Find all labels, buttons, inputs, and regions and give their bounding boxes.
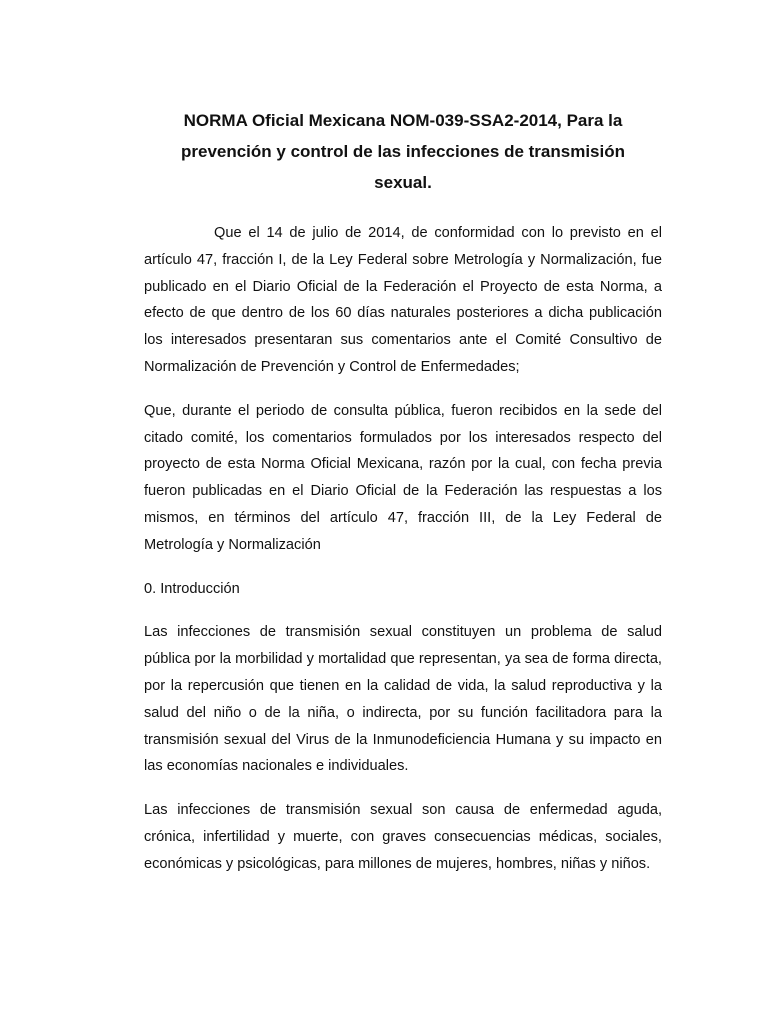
section-heading-introduction: 0. Introducción (144, 580, 240, 597)
paragraph-public-consultation: Que, durante el periodo de consulta pública, fueron recibidos en la sede del citado comité, los comentarios formulados por los interesados respecto del proyecto de esta Norma Oficial Mexicana, razón por la cual, con fecha previa fueron publicadas en el Diario Oficial de la Federación las respuestas a los mismos, en términos del artículo 47, fracción III, de la Ley Federal de Metrología y Normalización (144, 402, 662, 553)
paragraph-introduction-consequences: Las infecciones de transmisión sexual son causa de enfermedad aguda, crónica, infertilidad y muerte, con graves consecuencias médicas, sociales, económicas y psicológicas, para millones de mujeres, hombres, niñas y niños. (144, 802, 662, 872)
document-body (144, 105, 662, 895)
paragraph-publication-notice: Que el 14 de julio de 2014, de conformidad con lo previsto en el artículo 47, fracción I, de la Ley Federal sobre Metrología y Normalización, fue publicado en el Diario Oficial de la Federación el Proyecto de esta Norma, a efecto de que dentro de los 60 días naturales posteriores a dicha publicación los interesados presentaran sus comentarios ante el Comité Consultivo de Normalización de Prevención y Control de Enfermedades; (144, 225, 662, 375)
document-title: NORMA Oficial Mexicana NOM-039-SSA2-2014, Para la prevención y control de las infecciones de transmisión sexual. (180, 111, 626, 192)
paragraph-introduction-problem: Las infecciones de transmisión sexual constituyen un problema de salud pública por la morbilidad y mortalidad que representan, ya sea de forma directa, por la repercusión que tienen en la calidad de vida, la salud reproductiva y la salud del niño o de la niña, o indirecta, por su función facilitadora para la transmisión sexual del Virus de la Inmunodeficiencia Humana y su impacto en las economías nacionales e individuales. (144, 624, 662, 775)
